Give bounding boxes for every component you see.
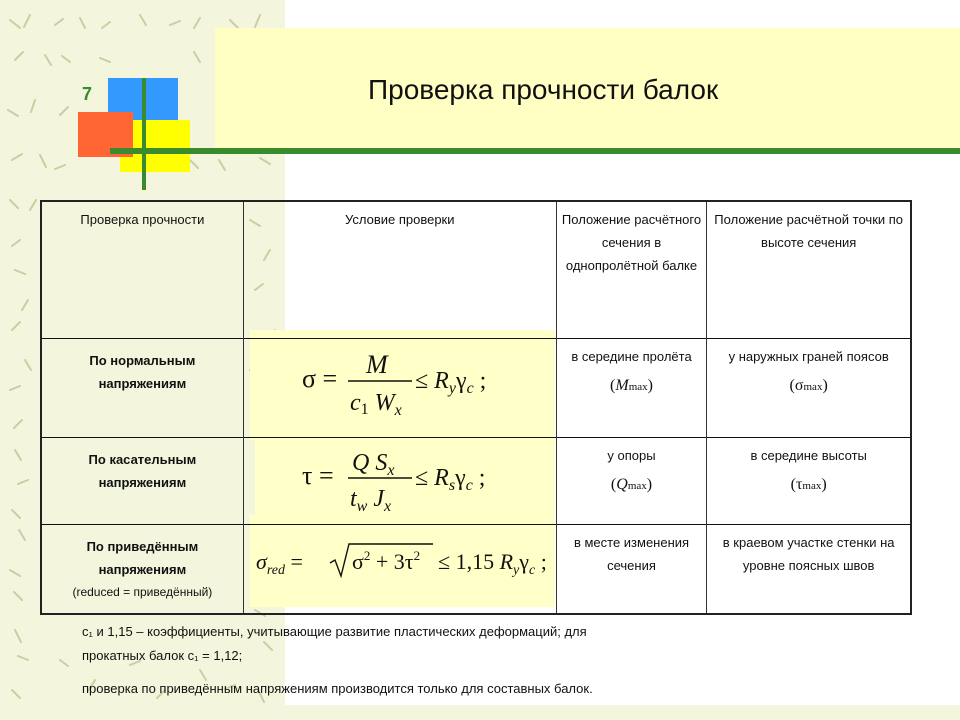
decor-horizontal-line [110,148,960,154]
header-condition: Условие проверки [243,201,556,339]
formula-shear-svg [250,438,550,518]
formula-reduced-radicand: $\sigma^2 + 3\tau^2$ [351,548,420,574]
formula-normal-num: M [365,350,388,379]
decor-vertical-line [142,78,146,190]
section-normal-symbol: (Mmax) [610,377,653,394]
point-normal [707,339,911,438]
header-point: Положение расчётной точки по высоте сечения [707,201,911,339]
criterion-reduced [41,525,243,615]
note-line-1: c₁ и 1,15 – коэффициенты, учитывающие развитие пластических деформаций; для [82,624,587,639]
criterion-reduced-note: (reduced = приведённый) [72,585,213,599]
formula-reduced [243,525,556,615]
table-row-normal [41,339,911,438]
note-line-2: прокатных балок c₁ = 1,12; [82,648,243,663]
table-header-row [41,201,911,339]
table-row-reduced [41,525,911,615]
header-check: Проверка прочности [41,201,243,339]
point-normal-text: у наружных граней поясов [728,349,889,364]
formula-reduced-lhs: $\sigma_{red}$ = [255,549,303,578]
section-shear-symbol: (Qmax) [610,476,653,493]
slide-title: Проверка прочности балок [368,74,719,105]
formula-normal [243,339,556,438]
slide-number: 7 [82,84,93,104]
criterion-reduced-text: По приведённым напряжениям [86,539,199,577]
point-shear [707,438,911,525]
header-section: Положение расчётного сечения в однопролётной балке [556,201,707,339]
formula-shear-den: $t_w$ $J_x$ [349,486,391,515]
criterion-shear: По касательным напряжениям [41,438,243,525]
point-normal-symbol: (σmax) [789,377,828,394]
formula-reduced-rhs: ≤ 1,15 $R_y\gamma_c$ ; [437,549,547,578]
section-shear [556,438,707,525]
section-reduced: в месте изменения сечения [556,525,707,615]
note-line-3: проверка по приведённым напряжениям производится только для составных балок. [82,681,593,696]
bottom-pattern-strip [285,705,960,720]
point-reduced: в краевом участке стенки на уровне поясных швов [707,525,911,615]
section-shear-text: у опоры [607,448,656,463]
section-normal [556,339,707,438]
section-normal-text: в середине пролёта [571,349,692,364]
criterion-normal: По нормальным напряжениям [41,339,243,438]
formula-shear-rhs: ≤ $R_s\gamma_c$ ; [414,465,486,494]
formula-normal-lhs: σ = [301,364,337,393]
formula-normal-svg [250,339,550,419]
formula-shear-lhs: τ = [301,461,334,490]
strength-check-table [40,200,912,615]
point-shear-text: в середине высоты [750,448,867,463]
formula-shear [243,438,556,525]
point-shear-symbol: (τmax) [790,476,827,493]
formula-normal-rhs: ≤ $R_y\gamma_c$ ; [414,368,487,397]
formula-reduced-svg [250,525,550,595]
table-row-shear [41,438,911,525]
formula-shear-num: Q $S_x$ [351,450,395,479]
formula-normal-den: c1 $W_x$ [349,390,402,419]
